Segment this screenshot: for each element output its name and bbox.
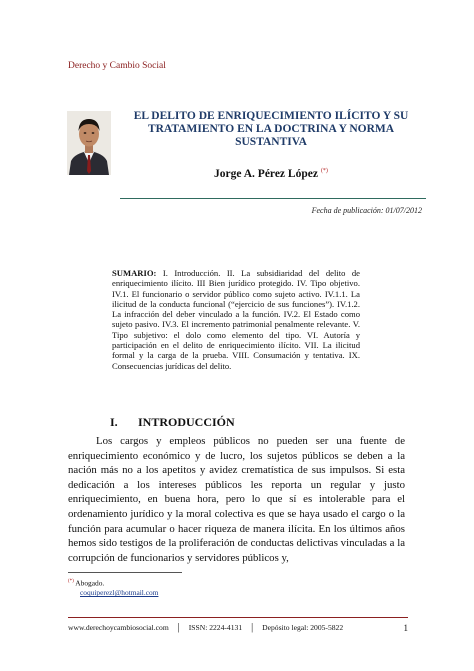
author-portrait-image	[67, 111, 111, 175]
author-line	[120, 168, 422, 180]
author-name: Jorge A. Pérez López	[214, 168, 318, 180]
body-paragraph: Los cargos y empleos públicos no pueden ser una fuente de enriquecimiento económico y de lucro, los sujetos públicos se deben a la nación más no a los apetitos y avidez crematística de sus impulsos. Si esta dedicación a los intereses públicos les reporta un regular y justo enriquecimiento, en buena hora, pero lo que sí es intolerable para el ordenamiento jurídico y la moral colectiva es que se haya usado el cargo o la función para acumular o hacer riqueza de manera ilícita. En los últimos años hemos sido testigos de la proliferación de conductas delictivas vinculadas a la corrupción de funcionarios y servidores públicos y,	[68, 435, 405, 564]
footer-issn: ISSN: 2224-4131	[188, 623, 243, 632]
publication-date: Fecha de publicación: 01/07/2012	[311, 206, 422, 215]
footnote-mark: (*)	[68, 579, 74, 584]
footnote	[68, 577, 158, 598]
footer-separator: |	[251, 622, 254, 633]
page-number: 1	[403, 622, 408, 633]
section-number: I.	[110, 415, 118, 429]
footnote-email-link[interactable]: coquiperezl@hotmail.com	[80, 588, 159, 598]
author-footnote-mark[interactable]: (*)	[320, 168, 328, 175]
footer-website-link[interactable]: www.derechoycambiosocial.com	[68, 623, 169, 632]
section-heading	[110, 415, 235, 430]
footnote-divider	[68, 572, 182, 573]
author-photo	[67, 111, 111, 175]
journal-name: Derecho y Cambio Social	[68, 61, 166, 71]
summary-block	[112, 268, 360, 371]
footer-legal-deposit: Depósito legal: 2005-5822	[262, 623, 344, 632]
summary-text: I. Introducción. II. La subsidiaridad del delito de enriquecimiento ilícito. III Bien jurídico protegido. IV. Tipo objetivo. IV.1. El funcionario o servidor público como sujeto activo. IV.1.1. La ilicitud de la conducta funcional (“ejercicio de sus funciones”). IV.1.2. La infracción del deber vinculado a la función. IV.2. El Estado como sujeto pasivo. IV.3. El incremento patrimonial penalmente relevante. V. Tipo subjetivo: el dolo como elemento del tipo. VI. Autoría y participación en el delito de enriquecimiento ilícito. VII. La ilicitud formal y la carga de la prueba. VIII. Consumación y tentativa. IX. Consecuencias jurídicas del delito.	[112, 268, 360, 371]
footnote-text: Abogado.	[75, 578, 105, 588]
title-divider	[120, 198, 426, 199]
footer-separator: |	[177, 622, 180, 633]
article-title: EL DELITO DE ENRIQUECIMIENTO ILÍCITO Y SU TRATAMIENTO EN LA DOCTRINA Y NORMA SUSTANTIVA	[133, 110, 409, 148]
summary-label: SUMARIO:	[112, 268, 157, 278]
section-title: INTRODUCCIÓN	[138, 415, 235, 429]
footer-divider	[68, 617, 408, 618]
page-footer	[68, 622, 408, 633]
